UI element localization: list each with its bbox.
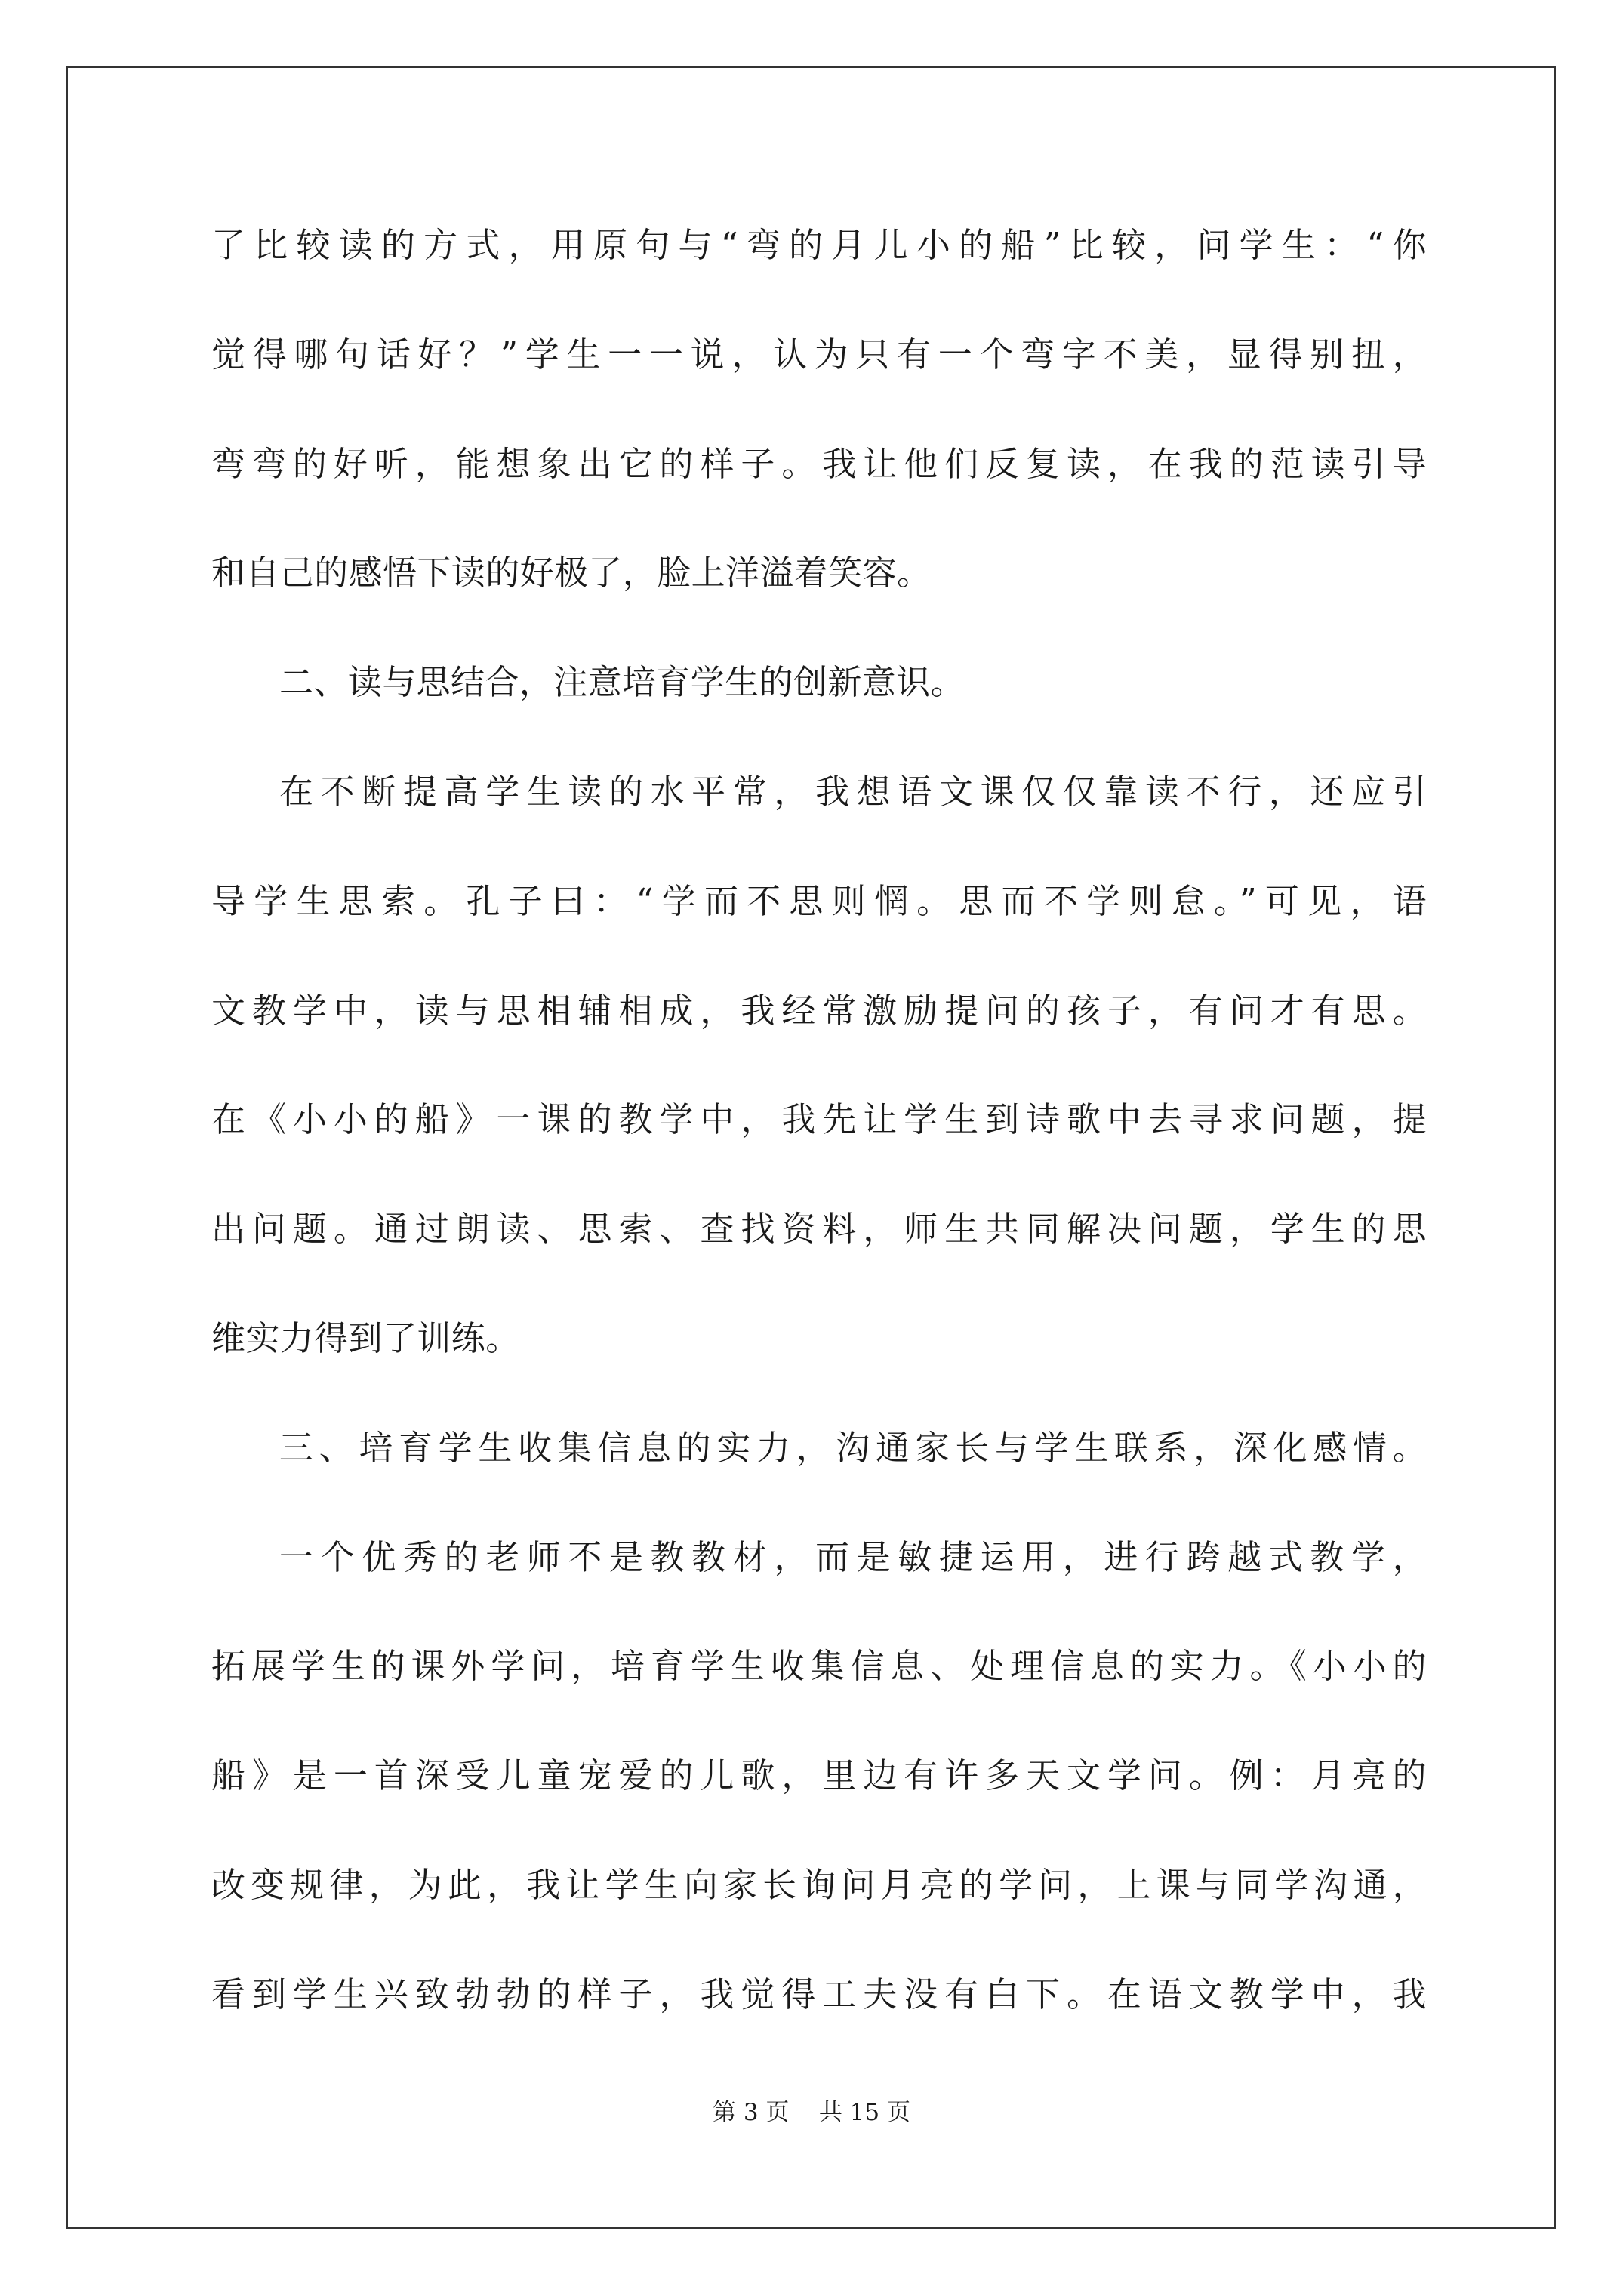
- document-body: [211, 209, 1427, 2068]
- text-line: 拓展学生的课外学问，培育学生收集信息、处理信息的实力。《小小的: [211, 1646, 1427, 1687]
- text-line: 文教学中，读与思相辅相成，我经常激励提问的孩子，有问才有思。: [211, 990, 1427, 1031]
- page-footer: 第 3 页 共 15 页: [712, 2099, 910, 2126]
- text-line: 维实力得到了训练。: [211, 1318, 520, 1358]
- text-line: 弯弯的好听，能想象出它的样子。我让他们反复读，在我的范读引导: [211, 443, 1427, 484]
- text-line: 导学生思索。孔子曰：“学而不思则惘。思而不学则怠。”可见，语: [211, 880, 1427, 921]
- text-line: 在《小小的船》一课的教学中，我先让学生到诗歌中去寻求问题，提: [211, 1099, 1427, 1140]
- text-line: 了比较读的方式，用原句与“弯的月儿小的船”比较，问学生：“你: [211, 225, 1427, 265]
- text-line: 出问题。通过朗读、思索、查找资料，师生共同解决问题，学生的思: [211, 1209, 1427, 1250]
- text-line: 一个优秀的老师不是教教材，而是敏捷运用，进行跨越式教学，: [279, 1536, 1427, 1577]
- text-line: 在不断提高学生读的水平常，我想语文课仅仅靠读不行，还应引: [279, 771, 1427, 812]
- text-line: 船》是一首深受儿童宠爱的儿歌，里边有许多天文学问。例：月亮的: [211, 1755, 1427, 1796]
- text-line: 和自己的感悟下读的好极了，脸上洋溢着笑容。: [211, 553, 932, 593]
- section-heading: 三、培育学生收集信息的实力，沟通家长与学生联系，深化感情。: [279, 1427, 1427, 1468]
- text-line: 改变规律，为此，我让学生向家长询问月亮的学问，上课与同学沟通，: [211, 1864, 1427, 1905]
- text-line: 看到学生兴致勃勃的样子，我觉得工夫没有白下。在语文教学中，我: [211, 1974, 1427, 2014]
- section-heading: 二、读与思结合，注意培育学生的创新意识。: [279, 662, 965, 703]
- text-line: 觉得哪句话好？”学生一一说，认为只有一个弯字不美，显得别扭，: [211, 334, 1427, 374]
